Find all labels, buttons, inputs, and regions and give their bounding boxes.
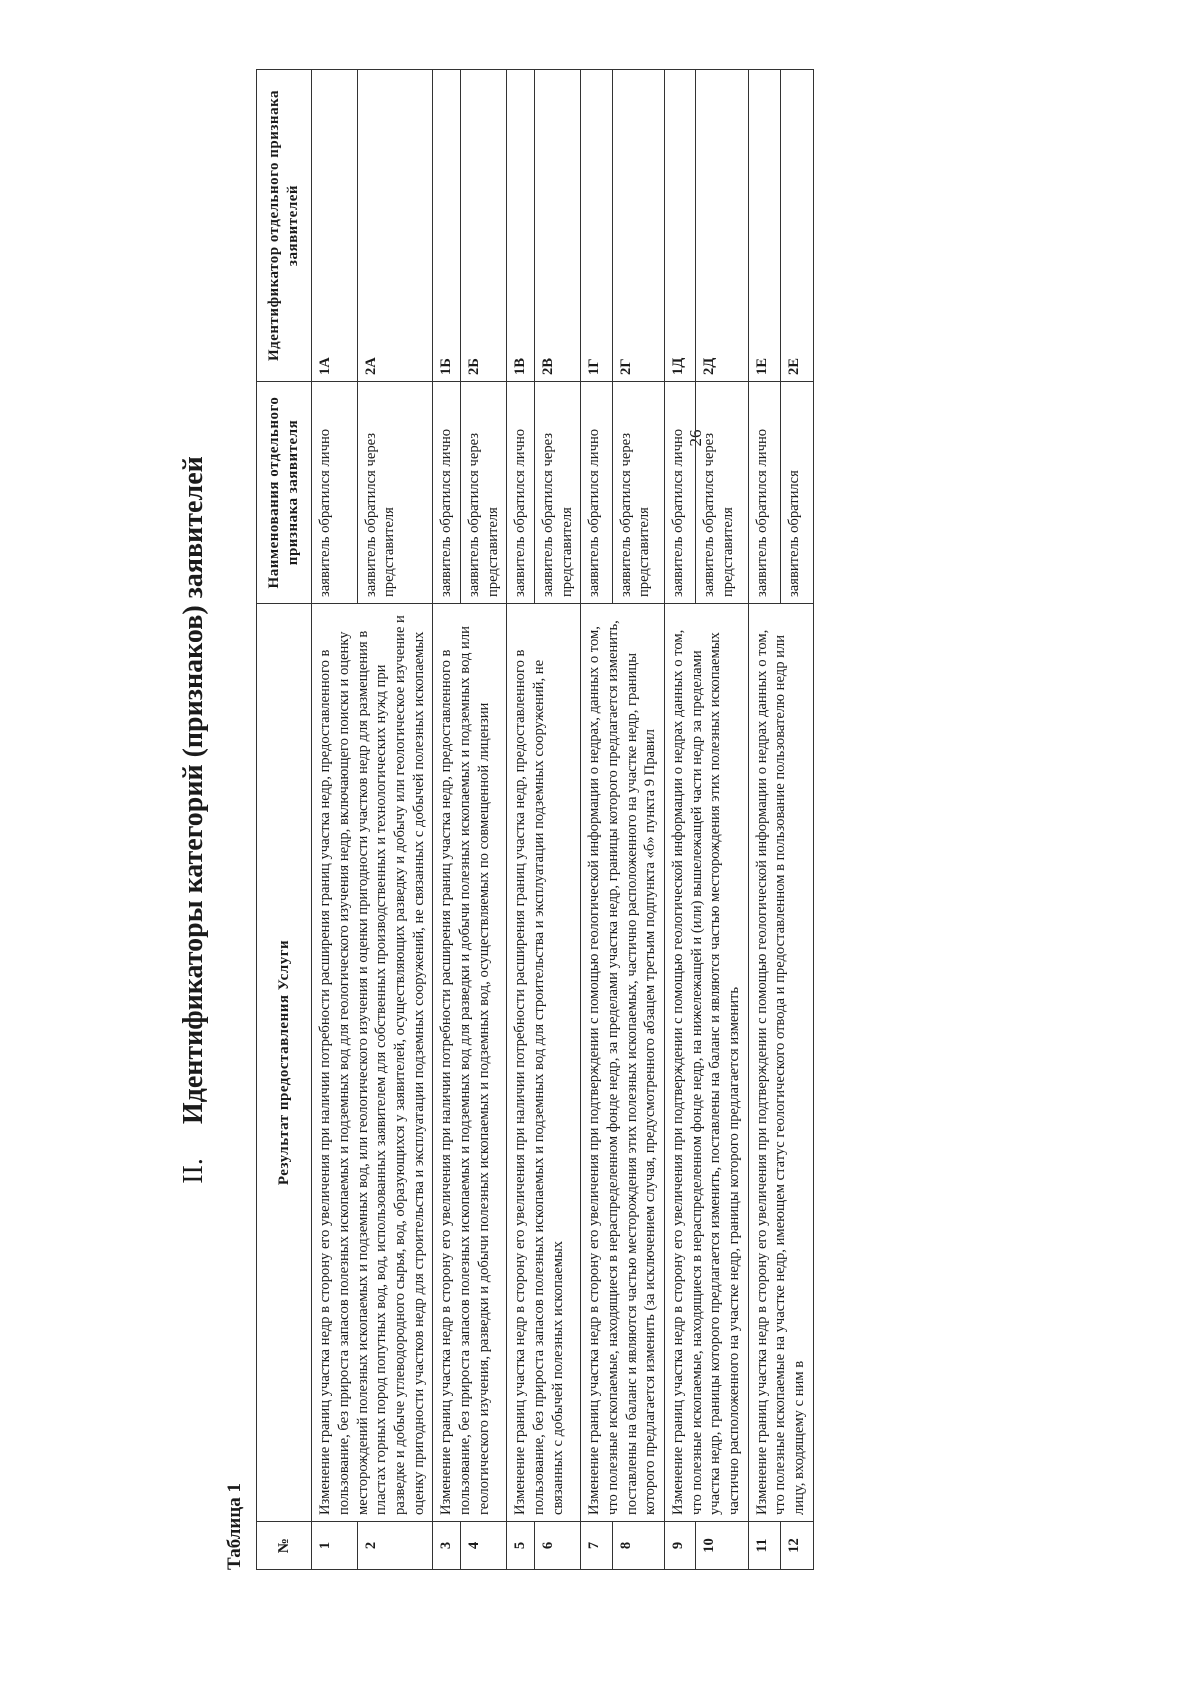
header-result: Результат предоставления Услуги: [257, 604, 312, 1522]
identifier-cell: 2А: [357, 70, 433, 382]
identifier-cell: 2Б: [461, 70, 507, 382]
row-number: 5: [507, 1522, 535, 1570]
identifiers-table: [256, 69, 814, 1570]
page-number: 26: [686, 429, 705, 447]
table-header-row: [257, 70, 312, 1570]
table-row: [581, 70, 612, 1570]
feature-name-cell: заявитель обратился лично: [581, 382, 612, 604]
table-row: [507, 70, 535, 1570]
section-roman-numeral: II.: [178, 1158, 209, 1184]
feature-name-cell: заявитель обратился через представителя: [696, 382, 748, 604]
row-number: 10: [696, 1522, 748, 1570]
section-title-text: Идентификаторы категорий (признаков) заявителей: [178, 456, 209, 1125]
result-cell: Изменение границ участка недр в сторону его увеличения при подтверждении с помощью геологической информации о недрах данных о том, что полезные ископаемые на участке недр, имеющем статус геологического отвода и предоставленном в пользование пользователю недр или лицу, входящему с ним в: [748, 604, 813, 1522]
table-row: [312, 70, 357, 1570]
result-cell: Изменение границ участка недр в сторону его увеличения при наличии потребности расширения границ участка недр, предоставленного в пользование, без прироста запасов полезных ископаемых и подземных вод для геологического изучения недр, включающего поиски и оценку месторождений полезных ископаемых и подземных вод, или геологического изучения и оценки пригодности участков недр для размещения в пластах горных пород попутных вод, вод, использованных заявителем для собственных производственных и технологических нужд при разведке и добыче углеводородного сырья, вод, образующихся у заявителей, осуществляющих разведку и добычу или геологическое изучение и оценку пригодности участков недр для строительства и эксплуатации подземных сооружений, не связанных с добычей полезных ископаемых: [312, 604, 433, 1522]
header-feature-name: Наименования отдельного признака заявителя: [257, 382, 312, 604]
feature-name-cell: заявитель обратился лично: [665, 382, 696, 604]
feature-name-cell: заявитель обратился лично: [748, 382, 781, 604]
result-cell: Изменение границ участка недр в сторону его увеличения при подтверждении с помощью геологической информации о недрах данных о том, что полезные ископаемые, находящиеся в нераспределенном фонде недр, на нижележащей и (или) вышележащей части недр за пределами участка недр, границы которого предлагается изменить, поставлены на баланс и являются частью месторождения этих полезных ископаемых частично расположенного на участке недр, границы которого предлагается изменить: [665, 604, 749, 1522]
identifier-cell: 2Д: [696, 70, 748, 382]
table-row: [433, 70, 461, 1570]
identifier-cell: 1Б: [433, 70, 461, 382]
header-identifier: Идентификатор отдельного признака заявителей: [257, 70, 312, 382]
feature-name-cell: заявитель обратился: [781, 382, 814, 604]
row-number: 1: [312, 1522, 357, 1570]
row-number: 2: [357, 1522, 433, 1570]
row-number: 11: [748, 1522, 781, 1570]
identifier-cell: 1Е: [748, 70, 781, 382]
result-cell: Изменение границ участка недр в сторону его увеличения при подтверждении с помощью геологической информации о недрах, данных о том, что полезные ископаемые, находящиеся в нераспределенном фонде недр, за пределами участка недр, границы которого предлагается изменить, поставлены на баланс и являются частью месторождения этих полезных ископаемых, частично расположенного на участке недр, границы которого предлагается изменить (за исключением случая, предусмотренного абзацем третьим подпункта «б» пункта 9 Правил: [581, 604, 665, 1522]
feature-name-cell: заявитель обратился через представителя: [461, 382, 507, 604]
identifier-cell: 2Е: [781, 70, 814, 382]
row-number: 7: [581, 1522, 612, 1570]
row-number: 12: [781, 1522, 814, 1570]
identifier-cell: 1Г: [581, 70, 612, 382]
rotated-page-content: [170, 70, 1090, 1570]
feature-name-cell: заявитель обратился через представителя: [357, 382, 433, 604]
table-label: Таблица 1: [224, 1482, 245, 1570]
identifier-cell: 1А: [312, 70, 357, 382]
feature-name-cell: заявитель обратился через представителя: [612, 382, 664, 604]
identifier-cell: 1В: [507, 70, 535, 382]
feature-name-cell: заявитель обратился лично: [433, 382, 461, 604]
identifier-cell: 2Г: [612, 70, 664, 382]
feature-name-cell: заявитель обратился через представителя: [535, 382, 581, 604]
section-title: [170, 70, 218, 1570]
header-number: №: [257, 1522, 312, 1570]
feature-name-cell: заявитель обратился лично: [312, 382, 357, 604]
feature-name-cell: заявитель обратился лично: [507, 382, 535, 604]
row-number: 8: [612, 1522, 664, 1570]
identifier-cell: 1Д: [665, 70, 696, 382]
result-cell: Изменение границ участка недр в сторону его увеличения при наличии потребности расширения границ участка недр, предоставленного в пользование, без прироста запасов полезных ископаемых и подземных вод для разведки и добычи полезных ископаемых и подземных вод или геологического изучения, разведки и добычи полезных ископаемых и подземных вод, осуществляемых по совмещенной лицензии: [433, 604, 507, 1522]
row-number: 3: [433, 1522, 461, 1570]
table-row: [665, 70, 696, 1570]
row-number: 4: [461, 1522, 507, 1570]
row-number: 9: [665, 1522, 696, 1570]
row-number: 6: [535, 1522, 581, 1570]
result-cell: Изменение границ участка недр в сторону его увеличения при наличии потребности расширения границ участка недр, предоставленного в пользование, без прироста запасов полезных ископаемых и подземных вод для строительства и эксплуатации подземных сооружений, не связанных с добычей полезных ископаемых: [507, 604, 581, 1522]
table-row: [748, 70, 781, 1570]
identifier-cell: 2В: [535, 70, 581, 382]
